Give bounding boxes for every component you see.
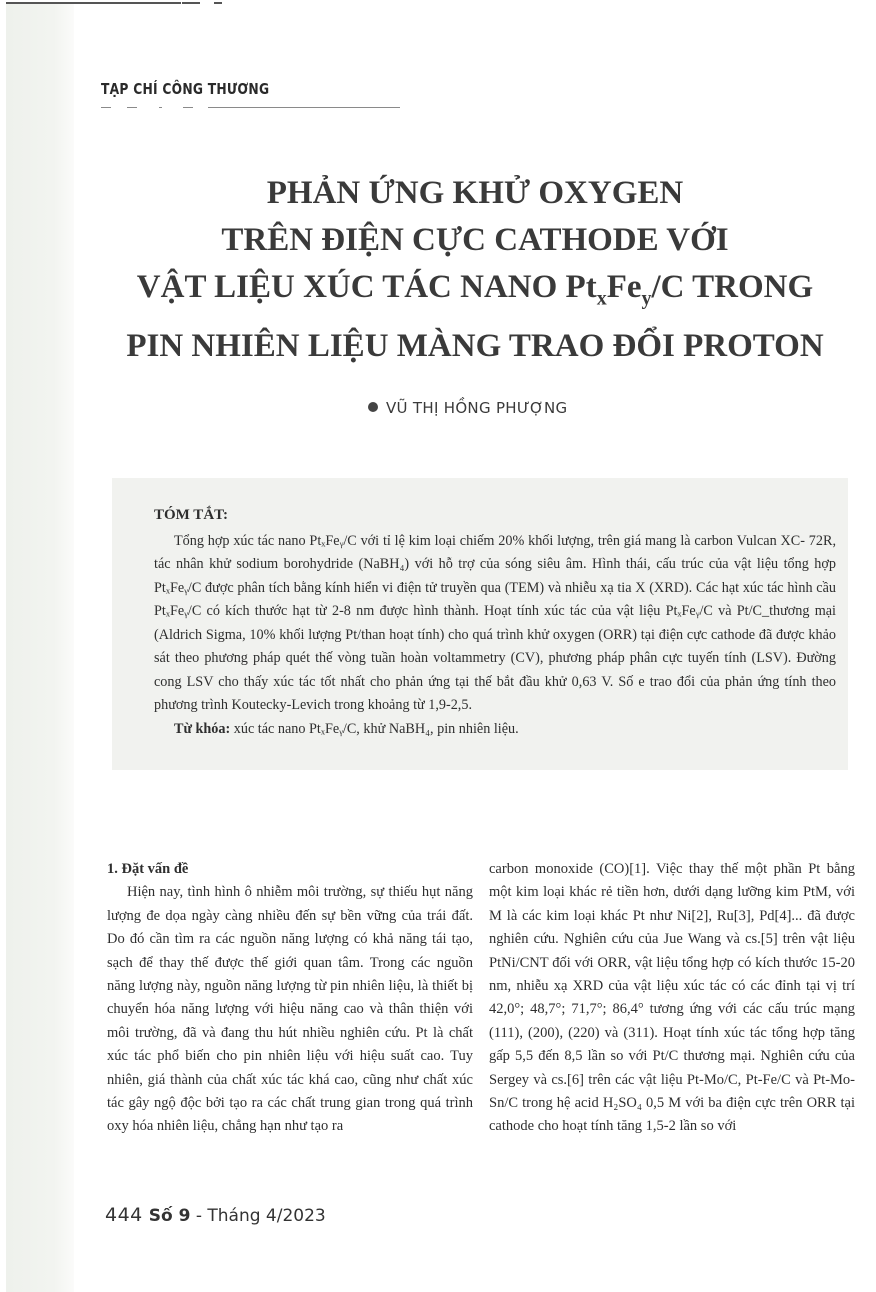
keywords — [154, 718, 836, 742]
column-right — [489, 858, 855, 1139]
title-line: TRÊN ĐIỆN CỰC CATHODE VỚI — [221, 222, 729, 258]
page-number: 444 — [105, 1204, 143, 1226]
top-rule — [182, 2, 200, 4]
journal-rule — [183, 107, 193, 108]
abstract-box — [112, 478, 848, 770]
author-name: VŨ THỊ HỒNG PHƯỢNG — [386, 399, 568, 417]
keywords-label: Từ khóa: — [174, 720, 231, 737]
body-paragraph: carbon monoxide (CO)[1]. Việc thay thế một phần Pt bằng một kim loại khác rẻ tiền hơn, dưới dạng lưỡng kim PtM, với M là các kim loại khác Pt như Ni[2], Ru[3], Pd[4]... đã được nghiên cứu. Nghiên cứu của Jue Wang và cs.[5] trên vật liệu PtNi/CNT đối với ORR, vật liệu tổng hợp có kích thước 15-20 nm, nhiễu xạ XRD của vật liệu xúc tác có các đỉnh tại vị trí 42,0°; 48,7°; 71,7°; 86,4° tương ứng với các cấu trúc mạng (111), (200), (220) và (311). Hoạt tính xúc tác tổng hợp tăng gấp 5,5 đến 8,5 lần so với Pt/C thương mại. Nghiên cứu của Sergey và cs.[6] trên các vật liệu Pt-Mo/C, Pt-Fe/C và Pt-Mo-Sn/C trong hệ acid H₂SO₄ 0,5 M với ba điện cực trên ORR tại cathode cho hoạt tính tăng 1,5-2 lần so với — [489, 861, 855, 1135]
top-rule — [214, 2, 222, 4]
journal-rule — [159, 107, 162, 108]
author-line — [368, 399, 567, 417]
journal-rule — [127, 107, 137, 108]
title-line: PIN NHIÊN LIỆU MÀNG TRAO ĐỔI PROTON — [126, 327, 824, 364]
issue-date: - Tháng 4/2023 — [190, 1206, 326, 1226]
top-rule — [6, 2, 181, 4]
journal-rule — [101, 107, 111, 108]
title-line: PHẢN ỨNG KHỬ OXYGEN — [266, 175, 684, 211]
title-line: VẬT LIỆU XÚC TÁC NANO $Pt_xFe_y/C$ TRONG — [136, 269, 814, 310]
section-heading: 1. Đặt vấn đề — [107, 861, 189, 877]
column-left — [107, 858, 473, 1139]
body-paragraph: Hiện nay, tình hình ô nhiễm môi trường, sự thiếu hụt năng lượng đe dọa ngày càng nhiều đến sự bền vững của trái đất. Do đó cần tìm ra các nguồn năng lượng có khả năng tái tạo, sạch để thay thế được thế giới quan tâm. Trong các nguồn năng lượng này, nguồn năng lượng từ pin nhiên liệu, là thiết bị chuyển hóa năng lượng với hiệu năng cao và thân thiện với môi trường, đã và đang thu hút nhiều nghiên cứu. Pt là chất xúc tác phổ biến cho pin nhiên liệu với hiệu suất cao. Tuy nhiên, giá thành của chất xúc tác khá cao, cũng như chất xúc tác gây ngộ độc bởi tạo ra các chất trung gian trong quá trình oxy hóa nhiên liệu, chẳng hạn như tạo ra — [107, 884, 473, 1135]
issue-number: Số 9 — [148, 1206, 191, 1226]
abstract-body: Tổng hợp xúc tác nano PtₓFeᵧ/C với tỉ lệ kim loại chiếm 20% khối lượng, trên giá mang là carbon Vulcan XC- 72R, tác nhân khử sodium borohydride (NaBH₄) với hỗ trợ của sóng siêu âm. Hình thái, cấu trúc của vật liệu tổng hợp PtₓFeᵧ/C được phân tích bằng kính hiển vi điện tử truyền qua (TEM) và nhiễu xạ tia X (XRD). Các hạt xúc tác hình cầu PtₓFeᵧ/C có kích thước hạt từ 2-8 nm được hình thành. Hoạt tính xúc tác của vật liệu PtₓFeᵧ/C và Pt/C_thương mại (Aldrich Sigma, 10% khối lượng Pt/than hoạt tính) cho quá trình khử oxygen (ORR) tại điện cực cathode đã được khảo sát theo phương pháp quét thế vòng tuần hoàn voltammetry (CV), phương pháp phân cực tuyến tính (LSV). Đường cong LSV cho thấy xúc tác tốt nhất cho phản ứng tại thế bắt đầu khử 0,63 V. Số e trao đổi của phản ứng tính theo phương trình Koutecky-Levich trong khoảng từ 1,9-2,5. — [154, 532, 836, 713]
scan-margin-strip — [6, 2, 74, 1292]
abstract-heading: TÓM TẮT: — [154, 507, 229, 523]
keywords-text: xúc tác nano PtₓFeᵧ/C, khử NaBH₄, pin nhiên liệu. — [230, 720, 519, 737]
page-footer — [105, 1204, 326, 1226]
bullet-icon — [368, 402, 378, 412]
article-title — [100, 170, 850, 370]
journal-name: TẠP CHÍ CÔNG THƯƠNG — [101, 80, 270, 98]
journal-rule — [208, 107, 400, 108]
